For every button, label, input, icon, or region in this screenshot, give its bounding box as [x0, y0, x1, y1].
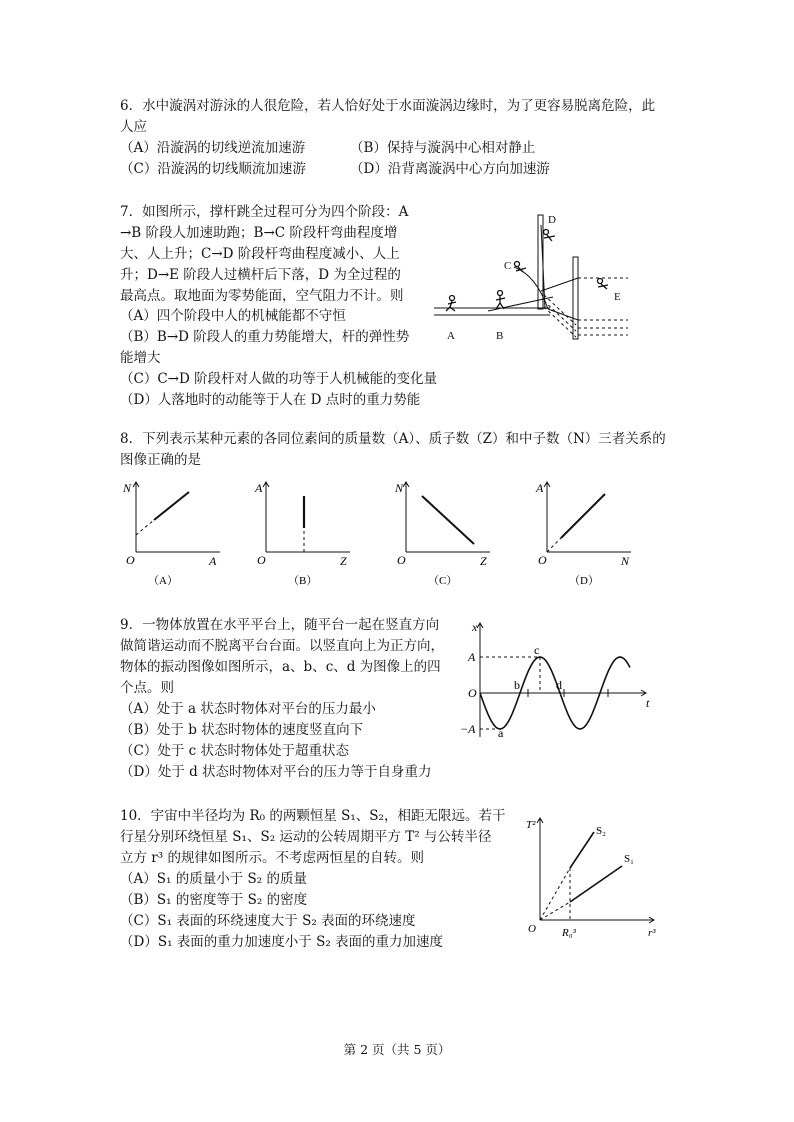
t2-origin: O: [528, 923, 536, 935]
vib-amp-label: A: [468, 650, 476, 664]
vib-point-a: a: [498, 726, 504, 740]
graph-a: [112, 478, 228, 588]
q6-stem-line2: 人应: [120, 119, 147, 135]
graph-a-xlabel: A: [209, 554, 217, 568]
page-footer: 第 2 页（共 5 页）: [343, 1042, 451, 1057]
q9-stem-line3: 物体的振动图像如图所示，a、b、c、d 为图像上的四: [120, 659, 441, 675]
graph-b-ylabel: A: [255, 481, 263, 495]
q10-stem-line2: 行星分别环绕恒星 S₁、S₂ 运动的公转周期平方 T² 与公转半径: [120, 829, 492, 845]
q10-option-b: （B）S₁ 的密度等于 S₂ 的密度: [120, 892, 308, 908]
q9-option-b: （B）处于 b 状态时物体的速度竖直向下: [120, 722, 364, 738]
q7-stem-line1: 7．如图所示，撑杆跳全过程可分为四个阶段：A: [120, 204, 409, 220]
graph-b-origin: O: [257, 553, 266, 567]
graph-d: [533, 478, 649, 588]
q9-stem-line1: 9．一物体放置在水平平台上，随平台一起在竖直方向: [120, 617, 440, 633]
q10-option-c: （C）S₁ 表面的环绕速度大于 S₂ 表面的环绕速度: [120, 913, 416, 929]
t2-ylabel: T²: [526, 819, 536, 831]
graph-b: [252, 478, 368, 588]
graph-d-origin: O: [538, 553, 547, 567]
q6-option-a: （A）沿漩涡的切线逆流加速游: [120, 140, 306, 156]
q10-option-d: （D）S₁ 表面的重力加速度小于 S₂ 表面的重力加速度: [120, 934, 444, 950]
s1-label: S₁: [624, 853, 634, 865]
q6-stem-line1: 6．水中漩涡对游泳的人很危险，若人恰好处于水面漩涡边缘时，为了更容易脱离危险，此: [120, 98, 656, 114]
graph-d-xlabel: N: [621, 554, 630, 568]
vib-tlabel: t: [646, 696, 650, 710]
vib-origin-label: O: [468, 686, 477, 700]
graph-c-xlabel: Z: [480, 554, 487, 568]
q9-option-d: （D）处于 d 状态时物体对平台的压力等于自身重力: [120, 764, 432, 780]
graph-b-xlabel: Z: [340, 554, 347, 568]
q8-stem-line2: 图像正确的是: [120, 452, 201, 468]
q9-option-a: （A）处于 a 状态时物体对平台的压力最小: [120, 701, 376, 717]
fig-label-c: C: [504, 260, 512, 272]
q9-stem-line2: 做简谐运动而不脱离平台台面。以竖直向上为正方向，: [120, 638, 444, 654]
q10-stem-line1: 10．宇宙中半径均为 R₀ 的两颗恒星 S₁、S₂，相距无限远。若干: [120, 808, 506, 824]
graph-c: [392, 478, 508, 588]
graph-c-origin: O: [397, 553, 406, 567]
q7-option-b-line2: 能增大: [120, 350, 161, 366]
vib-point-d: d: [556, 678, 562, 692]
period-radius-graph: [518, 812, 668, 942]
graph-d-ylabel: A: [536, 481, 544, 495]
vibration-graph: [460, 617, 660, 742]
q7-option-d: （D）人落地时的动能等于人在 D 点时的重力势能: [120, 392, 421, 408]
s2-label: S₂: [596, 825, 606, 837]
fig-label-a: A: [447, 330, 455, 342]
graph-d-caption: （D）: [569, 575, 599, 587]
graph-c-caption: （C）: [428, 575, 458, 587]
fig-label-e: E: [614, 291, 621, 303]
q7-stem-line2: →B 阶段人加速助跑；B→C 阶段杆弯曲程度增: [120, 225, 398, 241]
q7-stem-line3: 大、人上升；C→D 阶段杆弯曲程度减小、人上: [120, 246, 400, 262]
vib-negamp-label: −A: [460, 722, 476, 736]
vib-xlabel: x: [472, 620, 478, 634]
q10-stem-line3: 立方 r³ 的规律如图所示。不考虑两恒星的自转。则: [120, 850, 424, 866]
q6-option-b: （B）保持与漩涡中心相对静止: [350, 140, 536, 156]
q7-stem-line4: 升；D→E 阶段人过横杆后下落，D 为全过程的: [120, 267, 401, 283]
graph-a-caption: （A）: [148, 575, 178, 587]
q9-stem-line4: 个点。则: [120, 680, 174, 696]
graph-a-origin: O: [126, 553, 135, 567]
r0-label: R₀³: [562, 927, 576, 939]
graph-b-caption: （B）: [288, 575, 318, 587]
q9-option-c: （C）处于 c 状态时物体处于超重状态: [120, 743, 349, 759]
graph-c-ylabel: N: [395, 481, 404, 495]
q6-option-c: （C）沿漩涡的切线顺流加速游: [120, 161, 306, 177]
vib-point-c: c: [534, 643, 540, 657]
r3-xlabel: r³: [648, 927, 656, 939]
vib-point-b: b: [514, 678, 520, 692]
fig-label-b: B: [496, 330, 504, 342]
q7-option-a: （A）四个阶段中人的机械能都不守恒: [120, 308, 346, 324]
q6-option-d: （D）沿背离漩涡中心方向加速游: [350, 161, 550, 177]
q7-stem-line5: 最高点。取地面为零势能面，空气阻力不计。则: [120, 288, 404, 304]
graph-a-ylabel: N: [123, 481, 132, 495]
pole-vault-figure: [428, 205, 664, 355]
q8-stem-line1: 8．下列表示某种元素的各同位素间的质量数（A）、质子数（Z）和中子数（N）三者关系的: [120, 431, 666, 447]
q10-option-a: （A）S₁ 的质量小于 S₂ 的质量: [120, 871, 307, 887]
q7-option-b-line1: （B）B→D 阶段人的重力势能增大，杆的弹性势: [120, 329, 410, 345]
fig-label-d: D: [548, 214, 556, 226]
q7-option-c: （C）C→D 阶段杆对人做的功等于人机械能的变化量: [120, 371, 438, 387]
